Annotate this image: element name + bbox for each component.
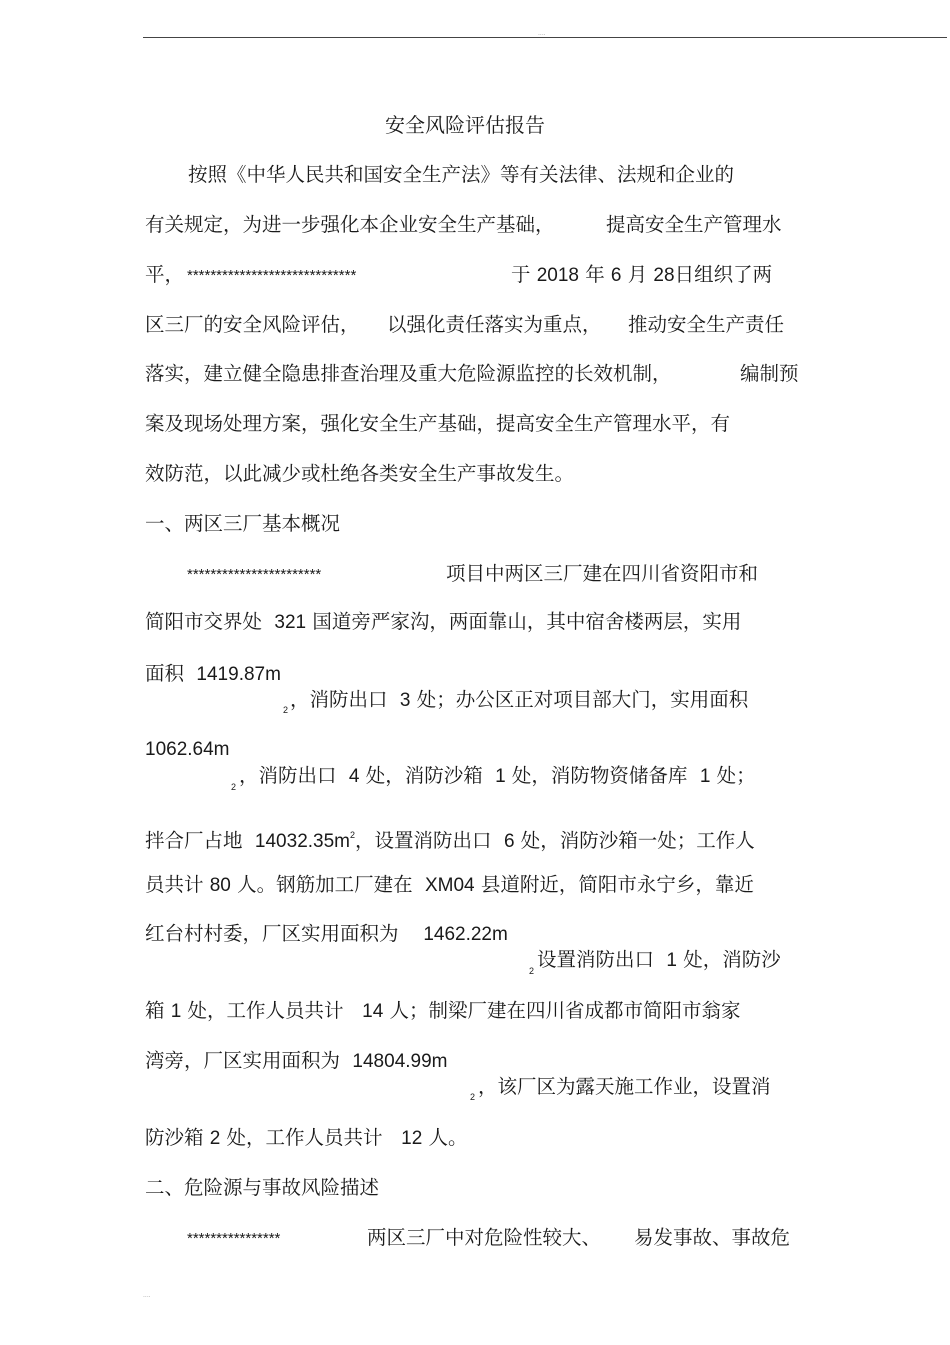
s1-superscript-4: 2 <box>470 1092 476 1102</box>
p1-line-3-date: 于 2018 年 6 月 28日组织了两 <box>511 263 773 286</box>
s1-superscript-3: 2 <box>529 966 535 976</box>
s1-line-6: 员共计 80 人。钢筋加工厂建在 XM04 县道附近，简阳市永宁乡，靠近 <box>145 873 754 896</box>
s1-line-3b: ，消防出口 3 处；办公区正对项目部大门，实用面积 <box>290 688 749 711</box>
p1-line-5b: 编制预 <box>740 362 799 385</box>
p1-line-6: 案及现场处理方案，强化安全生产基础，提高安全生产管理水平，有 <box>145 412 731 435</box>
p1-redacted: ***************************** <box>187 267 357 284</box>
header-dots: .... <box>538 30 546 37</box>
s1-line-7b: 设置消防出口 1 处，消防沙 <box>537 948 781 971</box>
s1-line-7a: 红台村村委，厂区实用面积为 1462.22m <box>145 922 508 945</box>
s1-line-2: 简阳市交界处 321 国道旁严家沟，两面靠山，其中宿舍楼两层，实用 <box>145 610 742 633</box>
s1-line-8: 箱 1 处，工作人员共计 14 人；制梁厂建在四川省成都市简阳市翁家 <box>145 999 741 1022</box>
document-title: 安全风险评估报告 <box>385 113 545 137</box>
s1-redacted: *********************** <box>187 566 322 583</box>
s1-line-9a: 湾旁，厂区实用面积为 14804.99m <box>145 1049 448 1072</box>
p1-line-4c: 推动安全生产责任 <box>628 313 785 336</box>
p1-line-2b: 提高安全生产管理水 <box>606 213 782 236</box>
p1-line-4a: 区三厂的安全风险评估， <box>145 313 360 336</box>
s1-line-5: 拌合厂占地 $14032.35m^2$，设置消防出口 6 处，消防沙箱一处；工作人 <box>145 829 755 852</box>
s1-superscript-2: 2 <box>231 782 237 792</box>
s2-line-1b: 两区三厂中对危险性较大、 <box>367 1226 602 1249</box>
footer-dots: .... <box>143 1292 151 1299</box>
header-rule <box>143 37 947 38</box>
p1-line-7: 效防范，以此减少或杜绝各类安全生产事故发生。 <box>145 462 575 485</box>
s1-line-4a: 1062.64m <box>145 739 230 760</box>
section-2-heading: 二、危险源与事故风险描述 <box>145 1176 380 1199</box>
p1-line-4b: 以强化责任落实为重点， <box>387 313 602 336</box>
s2-line-1c: 易发事故、事故危 <box>634 1226 791 1249</box>
p1-line-3a: 平， <box>145 263 185 286</box>
p1-line-5a: 落实，建立健全隐患排查治理及重大危险源监控的长效机制， <box>145 362 672 385</box>
s1-line-9b: ，该厂区为露天施工作业，设置消 <box>478 1075 771 1098</box>
p1-line-2a: 有关规定，为进一步强化本企业安全生产基础， <box>145 213 555 236</box>
s1-line-10: 防沙箱 2 处，工作人员共计 12 人。 <box>145 1126 468 1149</box>
s1-superscript-1: 2 <box>283 705 289 715</box>
s1-line-1b: 项目中两区三厂建在四川省资阳市和 <box>446 562 759 585</box>
p1-line-1: 按照《中华人民共和国安全生产法》等有关法律、法规和企业的 <box>188 163 735 186</box>
s2-redacted: **************** <box>187 1230 281 1247</box>
section-1-heading: 一、两区三厂基本概况 <box>145 512 341 535</box>
s1-line-3a: 面积 1419.87m <box>145 662 281 685</box>
s1-line-4b: ，消防出口 4 处，消防沙箱 1 处，消防物资储备库 1 处； <box>239 764 756 787</box>
